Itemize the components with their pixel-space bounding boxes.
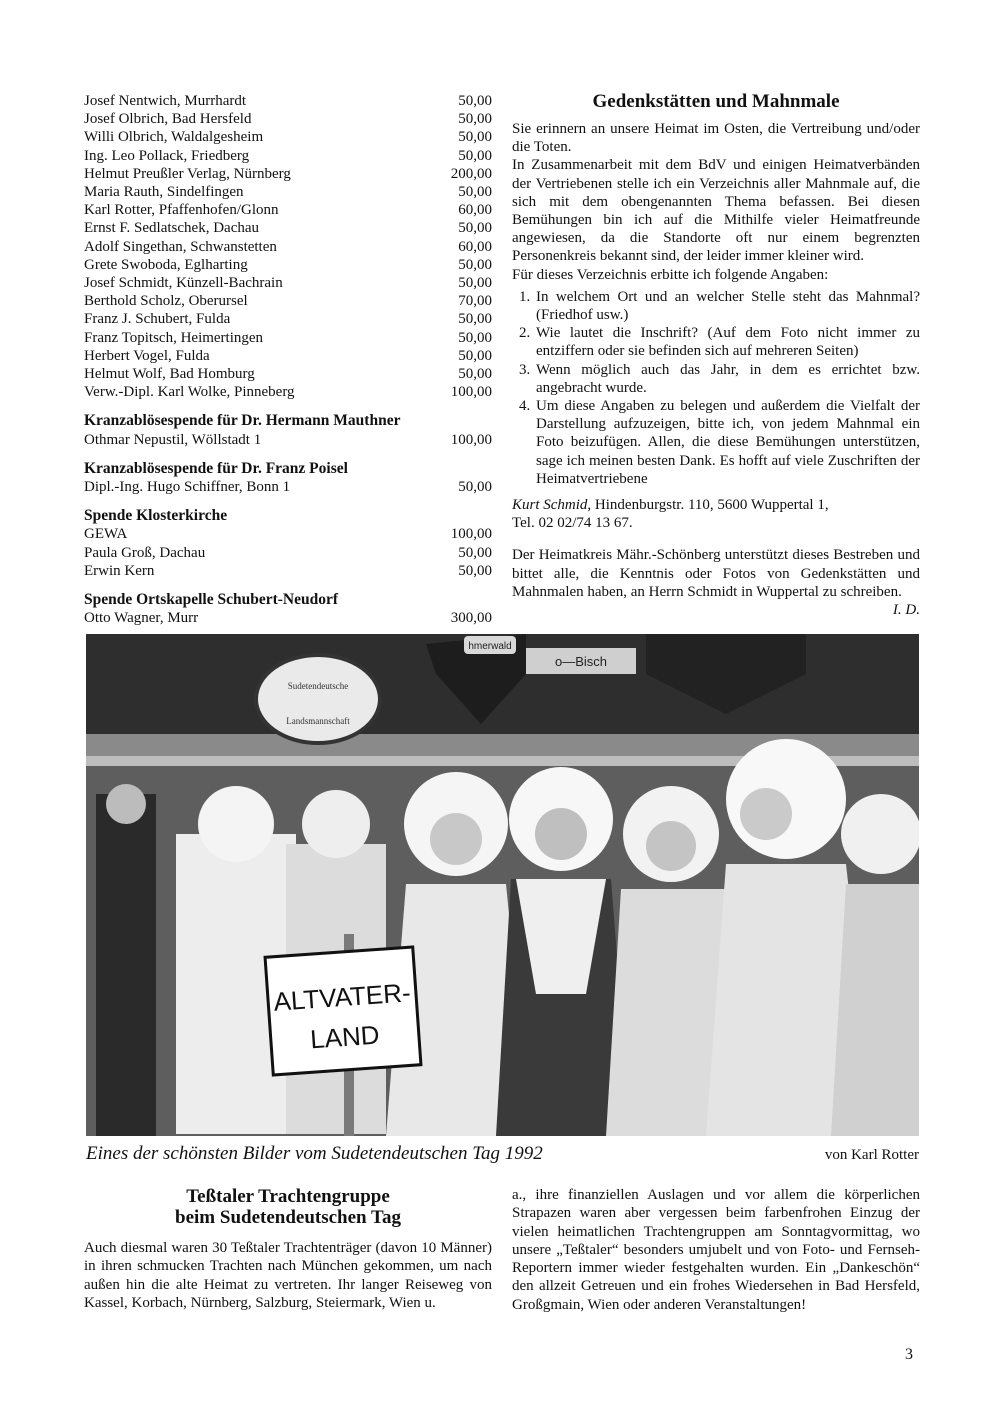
donation-row <box>84 562 492 580</box>
memorials-item: 2. Wie lautet die Inschrift? (Auf dem Foto nicht immer zu entziffern oder sie befinden sich auf mehreren Seiten) <box>534 324 920 360</box>
donor-name: Josef Olbrich, Bad Hersfeld <box>84 111 252 128</box>
donation-section-title: Spende Ortskapelle Schubert-Neudorf <box>84 591 339 609</box>
donation-row <box>84 383 492 401</box>
donation-amount: 50,00 <box>458 479 492 496</box>
donation-amount: 50,00 <box>458 347 492 364</box>
contact-info <box>512 496 920 532</box>
donation-row <box>84 165 492 183</box>
banner-text: hmerwald <box>468 641 512 652</box>
donation-row <box>84 92 492 110</box>
donor-name: Josef Nentwich, Murrhardt <box>84 93 247 109</box>
donation-amount: 60,00 <box>458 202 492 219</box>
donation-amount: 200,00 <box>450 165 492 182</box>
photo-caption <box>86 1143 919 1165</box>
sign-line-2: LAND <box>309 1019 381 1055</box>
donor-name: Franz J. Schubert, Fulda <box>84 311 231 328</box>
donor-name: Berthold Scholz, Oberursel <box>84 293 248 310</box>
donation-amount: 50,00 <box>458 220 492 237</box>
donation-amount: 100,00 <box>450 431 492 448</box>
article-title-line-1: Teßtaler Trachtengruppe <box>186 1186 390 1207</box>
parade-photo-graphic <box>86 634 919 1136</box>
sign-line-1: ALTVATER- <box>272 977 412 1017</box>
donation-row <box>84 256 492 274</box>
donation-row <box>84 201 492 219</box>
memorials-request: Für dieses Verzeichnis erbitte ich folgende Angaben: <box>512 266 829 283</box>
memorials-intro: Sie erinnern an unsere Heimat im Osten, die Vertreibung und/oder die Toten. <box>512 121 920 156</box>
donor-name: Ing. Leo Pollack, Friedberg <box>84 147 250 164</box>
contact-address: Hindenburgstr. 110, 5600 Wuppertal 1, <box>594 497 829 514</box>
memorials-item: 1. In welchem Ort und an welcher Stelle steht das Mahnmal? (Friedhof usw.) <box>534 288 920 324</box>
donor-name: Herbert Vogel, Fulda <box>84 347 210 364</box>
caption-text: Eines der schönsten Bilder vom Sudetendeutschen Tag 1992 <box>86 1143 543 1164</box>
donation-section-title: Kranzablösespende für Dr. Hermann Mauthner <box>84 412 401 430</box>
donor-name: Othmar Nepustil, Wöllstadt 1 <box>84 431 262 448</box>
donation-row <box>84 128 492 146</box>
donation-amount: 100,00 <box>450 526 492 543</box>
signature: I. D. <box>892 602 920 619</box>
donation-amount: 60,00 <box>458 238 492 255</box>
donation-amount: 100,00 <box>450 384 492 401</box>
donation-row <box>84 292 492 310</box>
caption-credit: von Karl Rotter <box>824 1147 919 1163</box>
memorials-list <box>512 288 920 488</box>
donation-entries <box>84 92 492 401</box>
donor-name: Otto Wagner, Murr <box>84 610 199 627</box>
donation-row <box>84 329 492 347</box>
memorials-closing: Der Heimatkreis Mähr.-Schönberg unterstützt dieses Bestreben und bittet alle, die Kenntnis oder Fotos von Gedenkstätten und Mahnmalen haben, an Herrn Schmidt in Wuppertal zu schreiben. <box>512 547 920 600</box>
contact-phone: Tel. 02 02/74 13 67. <box>512 515 633 532</box>
banner-text-2: o—Bisch <box>554 654 608 669</box>
donation-amount: 50,00 <box>458 184 492 201</box>
memorials-title: Gedenkstätten und Mahnmale <box>592 91 840 112</box>
donation-section-title: Kranzablösespende für Dr. Franz Poisel <box>84 459 348 477</box>
donor-name: Franz Topitsch, Heimertingen <box>84 329 264 346</box>
donation-amount: 70,00 <box>458 293 492 310</box>
donation-amount: 50,00 <box>458 111 492 128</box>
donation-row <box>84 525 492 543</box>
donor-name: Josef Schmidt, Künzell-Bachrain <box>84 275 283 292</box>
donation-amount: 50,00 <box>458 275 492 292</box>
donor-name: Grete Swoboda, Eglharting <box>84 256 248 273</box>
donation-section-title: Spende Klosterkirche <box>84 507 228 525</box>
donation-row <box>84 274 492 292</box>
donation-row <box>84 431 492 449</box>
donor-name: Verw.-Dipl. Karl Wolke, Pinneberg <box>84 384 295 401</box>
donation-row <box>84 110 492 128</box>
memorials-item: 4. Um diese Angaben zu belegen und außerdem die Vielfalt der Darstellung aufzuzeigen, bitte ich, von jedem Mahnmal ein Foto beizufügen. Allen, die diese Bemühungen unterstützen, sage ich meinen besten Dank. Es hofft auf viele Zuschriften der Heimatvertriebene <box>534 397 920 488</box>
donor-name: Paula Groß, Dachau <box>84 544 206 561</box>
parade-photo <box>86 634 919 1136</box>
donation-row <box>84 310 492 328</box>
donor-name: Maria Rauth, Sindelfingen <box>84 184 244 201</box>
donation-amount: 300,00 <box>450 610 492 627</box>
oval-text-top: Sudetendeutsche <box>287 681 349 691</box>
donation-row <box>84 478 492 496</box>
donation-amount: 50,00 <box>458 129 492 146</box>
donation-row <box>84 147 492 165</box>
article-title <box>84 1186 492 1228</box>
donation-row <box>84 183 492 201</box>
donation-amount: 50,00 <box>458 256 492 273</box>
donation-amount: 50,00 <box>458 93 492 109</box>
donor-name: Erwin Kern <box>84 562 155 579</box>
article-text-right: a., ihre finanziellen Auslagen und vor allem die körperlichen Strapazen waren aber vergessen beim farbenfrohen Einzug der vielen heimatlichen Trachtengruppen am Sonntagvormittag, wo unsere „Teßtaler“ besonders umjubelt und von Foto- und Fernseh-Reportern immer wieder festgehalten wurden. Ein „Dankeschön“ den allzeit Getreuen und ein frohes Wiedersehen in Bad Hersfeld, Großgmain, Wien oder anderen Veranstaltungen! <box>512 1187 920 1313</box>
donation-row <box>84 347 492 365</box>
memorials-article <box>512 92 920 619</box>
donation-amount: 50,00 <box>458 562 492 579</box>
donor-name: Helmut Preußler Verlag, Nürnberg <box>84 165 291 182</box>
donor-name: Karl Rotter, Pfaffenhofen/Glonn <box>84 202 279 219</box>
donation-list <box>84 92 492 627</box>
donor-name: Ernst F. Sedlatschek, Dachau <box>84 220 260 237</box>
donation-amount: 50,00 <box>458 147 492 164</box>
article-title-line-2: beim Sudetendeutschen Tag <box>175 1207 401 1228</box>
donor-name: Adolf Singethan, Schwanstetten <box>84 238 277 255</box>
donor-name: Helmut Wolf, Bad Homburg <box>84 366 255 383</box>
donation-row <box>84 219 492 237</box>
contact-name: Kurt Schmid, <box>512 497 592 514</box>
donation-sections <box>84 412 492 627</box>
donation-amount: 50,00 <box>458 366 492 383</box>
page-number: 3 <box>905 1346 913 1363</box>
donation-row <box>84 609 492 627</box>
donation-amount: 50,00 <box>458 311 492 328</box>
donation-row <box>84 238 492 256</box>
donor-name: GEWA <box>84 526 128 543</box>
donation-row <box>84 365 492 383</box>
donation-row <box>84 544 492 562</box>
memorials-body: In Zusammenarbeit mit dem BdV und einigen Heimatverbänden der Vertriebenen stelle ich ein Verzeichnis aller Mahnmale auf, die sich mit dem obengenannten Thema befassen. Bei diesen Bemühungen bin ich auf die Mithilfe vieler Heimatfreunde angewiesen, da die Standorte oft nur einem begrenzten Personenkreis bekannt sind, der leider immer kleiner wird. <box>512 157 920 265</box>
oval-text-bottom: Landsmannschaft <box>286 716 350 726</box>
donor-name: Dipl.-Ing. Hugo Schiffner, Bonn 1 <box>84 479 291 496</box>
memorials-item: 3. Wenn möglich auch das Jahr, in dem es errichtet bzw. angebracht wurde. <box>534 361 920 397</box>
donor-name: Willi Olbrich, Waldalgesheim <box>84 129 264 146</box>
donation-amount: 50,00 <box>458 329 492 346</box>
donation-amount: 50,00 <box>458 544 492 561</box>
article-text-left: Auch diesmal waren 30 Teßtaler Trachtenträger (davon 10 Männer) in ihren schmucken Trachten nach München gekommen, um nach außen hin die alte Heimat zu vertreten. Ihr langer Reiseweg von Kassel, Korbach, Nürnberg, Salzburg, Steiermark, Wien u. <box>84 1240 492 1311</box>
